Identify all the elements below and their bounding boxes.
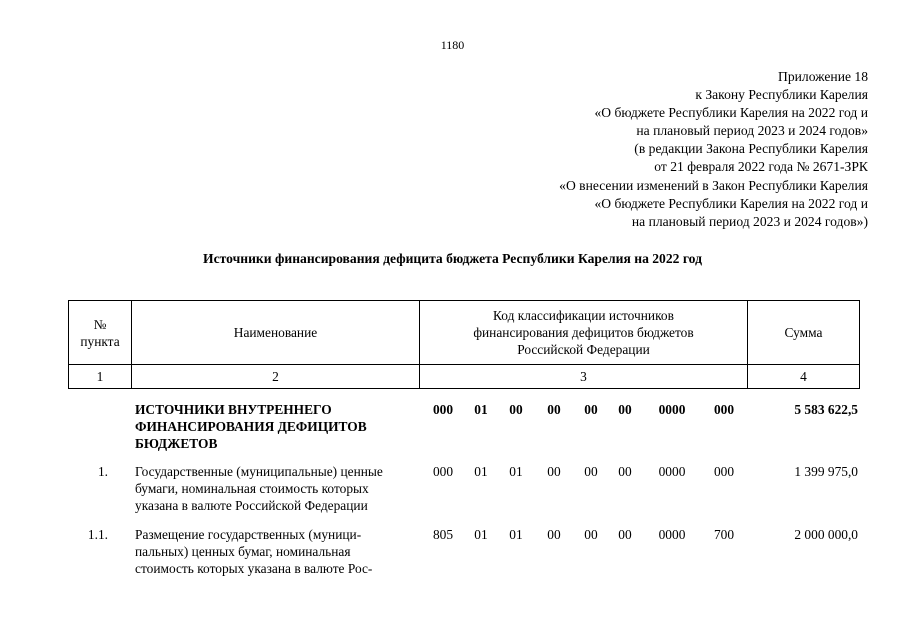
appendix-note — [559, 68, 868, 231]
appendix-line: на плановый период 2023 и 2024 годов») — [631, 213, 868, 229]
row-number: 1. — [97, 464, 108, 479]
header-num: № пункта — [69, 301, 132, 365]
code-element: 00 — [618, 464, 632, 479]
column-number: 1 — [69, 365, 132, 389]
code-kosgu: 000 — [713, 464, 735, 479]
row-number: 1.1. — [87, 527, 108, 542]
appendix-line: «О внесении изменений в Закон Республики Карелия — [559, 177, 868, 193]
code-subgroup: 00 — [509, 402, 523, 417]
page-number: 1180 — [440, 38, 465, 52]
appendix-line: на плановый период 2023 и 2024 годов» — [636, 123, 868, 139]
appendix-line: (в редакции Закона Республики Карелия — [634, 141, 868, 157]
column-number: 4 — [748, 365, 860, 389]
code-program: 0000 — [658, 464, 686, 479]
code-group: 01 — [474, 464, 488, 479]
row-name: Размещение государственных (муници-пальных) ценных бумаг, номинальная стоимость которых указана в валюте Рос- — [135, 527, 373, 576]
code-subarticle: 00 — [584, 402, 598, 417]
appendix-line: к Закону Республики Карелия — [695, 87, 868, 103]
code-admin: 805 — [432, 527, 454, 542]
code-program: 0000 — [658, 527, 686, 542]
code-element: 00 — [618, 527, 632, 542]
code-admin: 000 — [432, 402, 454, 417]
column-number: 3 — [420, 365, 748, 389]
code-subarticle: 00 — [584, 527, 598, 542]
header-name: Наименование — [132, 301, 420, 365]
row-sum: 1 399 975,0 — [794, 464, 858, 479]
appendix-line: Приложение 18 — [778, 69, 868, 84]
row-name: ИСТОЧНИКИ ВНУТРЕННЕГО ФИНАНСИРОВАНИЯ ДЕФИЦИТОВ БЮДЖЕТОВ — [135, 402, 367, 451]
code-subgroup: 01 — [509, 464, 523, 479]
code-element: 00 — [618, 402, 632, 417]
appendix-line: «О бюджете Республики Карелия на 2022 год и — [594, 195, 868, 211]
row-name: Государственные (муниципальные) ценные бумаги, номинальная стоимость которых указана в валюте Российской Федерации — [135, 464, 383, 513]
appendix-line: от 21 февраля 2022 года № 2671-ЗРК — [654, 159, 868, 175]
document-title: Источники финансирования дефицита бюджета Республики Карелия на 2022 год — [203, 251, 702, 266]
code-article: 00 — [547, 464, 561, 479]
header-sum: Сумма — [748, 301, 860, 365]
header-code: Код классификации источников финансирования дефицитов бюджетов Российской Федерации — [420, 301, 748, 365]
column-number: 2 — [132, 365, 420, 389]
code-kosgu: 000 — [713, 402, 735, 417]
code-subarticle: 00 — [584, 464, 598, 479]
row-sum: 2 000 000,0 — [794, 527, 858, 542]
code-group: 01 — [474, 527, 488, 542]
code-subgroup: 01 — [509, 527, 523, 542]
row-sum: 5 583 622,5 — [794, 402, 858, 417]
table-header — [68, 300, 860, 389]
code-article: 00 — [547, 527, 561, 542]
code-admin: 000 — [432, 464, 454, 479]
appendix-line: «О бюджете Республики Карелия на 2022 год и — [594, 105, 868, 121]
code-kosgu: 700 — [713, 527, 735, 542]
code-program: 0000 — [658, 402, 686, 417]
code-group: 01 — [474, 402, 488, 417]
code-article: 00 — [547, 402, 561, 417]
